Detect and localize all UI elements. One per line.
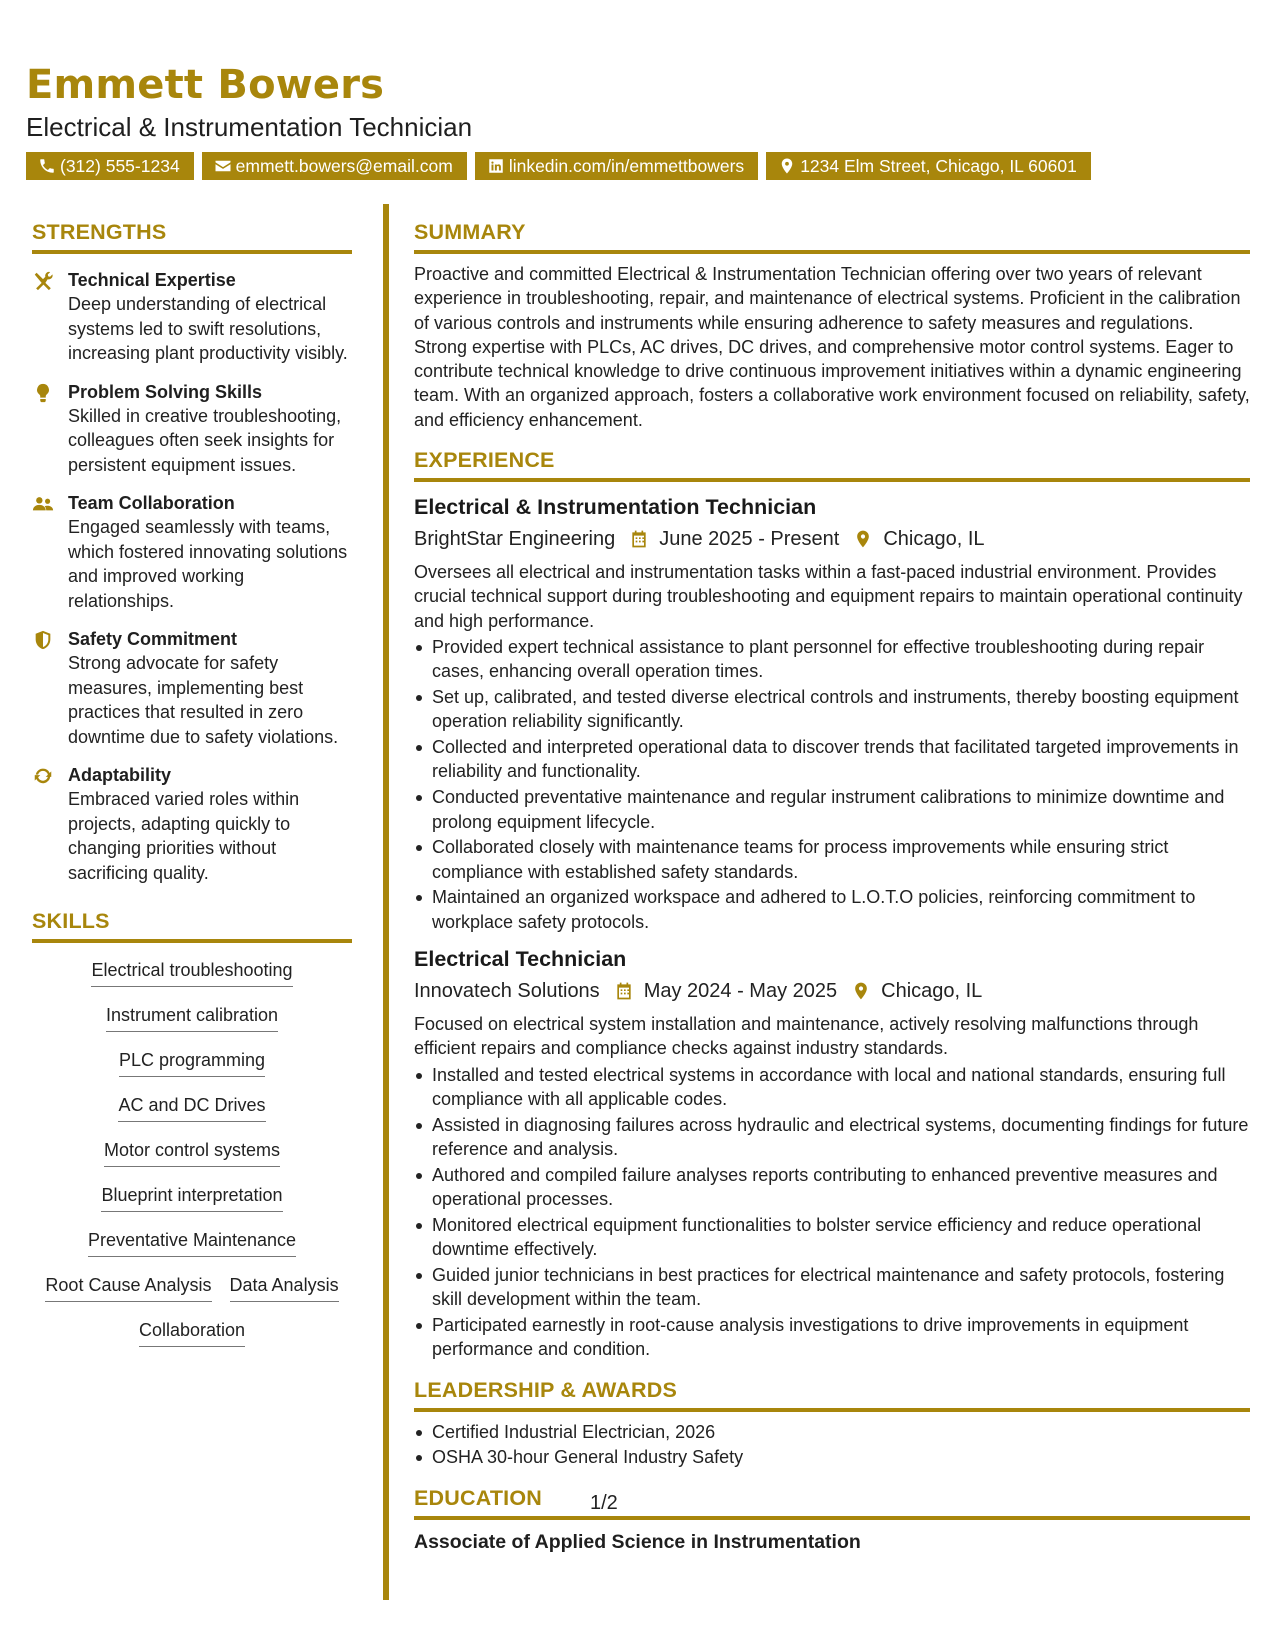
location-pin-icon <box>853 529 873 549</box>
education-degree: Associate of Applied Science in Instrumentation <box>414 1530 861 1553</box>
linkedin-icon <box>487 157 505 175</box>
bullet-item: OSHA 30-hour General Industry Safety <box>414 1445 1250 1469</box>
bullet-item: Installed and tested electrical systems in accordance with local and national standards, ensuring full compliance with all applicable codes. <box>414 1063 1250 1112</box>
contact-phone[interactable] <box>26 152 194 180</box>
job-meta <box>414 976 1250 1006</box>
contact-bar <box>26 152 1256 180</box>
skill-tag: Blueprint interpretation <box>101 1182 282 1212</box>
strength-desc: Skilled in creative troubleshooting, colleagues often seek insights for persistent equipment issues. <box>68 405 342 475</box>
experience-heading: EXPERIENCE <box>414 446 1250 482</box>
contact-address-text: 1234 Elm Street, Chicago, IL 60601 <box>800 156 1077 176</box>
bullet-item: Provided expert technical assistance to plant personnel for effective troubleshooting during repair cases, enhancing overall operation times. <box>414 635 1250 684</box>
users-icon <box>32 493 54 515</box>
strength-item <box>32 268 352 366</box>
job-location: Chicago, IL <box>881 980 983 1003</box>
bullet-item: Collected and interpreted operational data to discover trends that facilitated targeted improvements in reliability and functionality. <box>414 735 1250 784</box>
right-column <box>414 218 1250 1556</box>
strength-title: Technical Expertise <box>68 270 236 290</box>
page-number: 1/2 <box>590 1492 618 1514</box>
bullet-item: Guided junior technicians in best practices for electrical maintenance and safety protocols, fostering skill development within the team. <box>414 1263 1250 1312</box>
skill-tag: Motor control systems <box>104 1137 280 1167</box>
contact-address[interactable] <box>766 152 1091 180</box>
contact-linkedin[interactable] <box>475 152 758 180</box>
calendar-icon <box>629 529 649 549</box>
column-divider <box>383 204 389 1600</box>
skill-tag: PLC programming <box>119 1047 265 1077</box>
job-entry <box>414 944 1250 1362</box>
summary-text: Proactive and committed Electrical & Instrumentation Technician offering over two years of relevant experience in troubleshooting, repair, and maintenance of electrical systems. Proficient in the calibration of various controls and instruments while ensuring adherence to safety measures and regulations. Strong expertise with PLCs, AC drives, DC drives, and comprehensive motor control systems. Eager to contribute technical knowledge to drive continuous improvement initiatives within a dynamic engineering team. With an organized approach, fosters a collaborative work environment focused on reliability, safety, and efficiency enhancement. <box>414 264 1250 430</box>
strength-desc: Embraced varied roles within projects, adapting quickly to changing priorities without sacrificing quality. <box>68 789 300 883</box>
job-bullets <box>414 635 1250 934</box>
job-company: BrightStar Engineering <box>414 528 616 551</box>
leadership-heading: LEADERSHIP & AWARDS <box>414 1376 1250 1412</box>
skill-tag: Collaboration <box>139 1317 245 1347</box>
bullet-item: Monitored electrical equipment functionalities to bolster service efficiency and reduce operational downtime effectively. <box>414 1213 1250 1262</box>
contact-email-text: emmett.bowers@email.com <box>235 156 453 176</box>
envelope-icon <box>214 157 232 175</box>
strength-desc: Engaged seamlessly with teams, which fostered innovating solutions and improved working relationships. <box>68 517 348 611</box>
bullet-item: Authored and compiled failure analyses reports contributing to enhanced preventive measures and operational processes. <box>414 1163 1250 1212</box>
summary-heading: SUMMARY <box>414 218 1250 254</box>
resume-header <box>26 62 1256 180</box>
strength-title: Team Collaboration <box>68 493 235 513</box>
candidate-name: Emmett Bowers <box>26 62 385 108</box>
skill-tag: Preventative Maintenance <box>88 1227 296 1257</box>
job-desc: Focused on electrical system installation and maintenance, actively resolving malfunctions through efficient repairs and compliance checks against industry standards. <box>414 1014 1199 1059</box>
skill-tag: AC and DC Drives <box>118 1092 265 1122</box>
bullet-item: Set up, calibrated, and tested diverse electrical controls and instruments, thereby boosting equipment operation reliability significantly. <box>414 685 1250 734</box>
shield-icon <box>32 629 54 651</box>
bullet-item: Collaborated closely with maintenance teams for process improvements while ensuring strict compliance with established safety standards. <box>414 835 1250 884</box>
bullet-item: Participated earnestly in root-cause analysis investigations to drive improvements in equipment performance and condition. <box>414 1313 1250 1362</box>
job-company: Innovatech Solutions <box>414 980 600 1003</box>
strength-desc: Deep understanding of electrical systems led to swift resolutions, increasing plant productivity visibly. <box>68 294 348 363</box>
job-entry <box>414 492 1250 934</box>
contact-phone-text: (312) 555-1234 <box>60 156 180 176</box>
strength-title: Problem Solving Skills <box>68 381 263 402</box>
skills-list <box>32 957 352 1362</box>
phone-icon <box>38 157 56 175</box>
contact-linkedin-text: linkedin.com/in/emmettbowers <box>508 156 745 176</box>
lightbulb-icon <box>32 382 54 404</box>
strength-item <box>32 763 352 885</box>
refresh-icon <box>32 765 54 787</box>
education-heading: EDUCATION <box>414 1484 1250 1520</box>
job-dates: June 2025 - Present <box>659 528 840 551</box>
job-location: Chicago, IL <box>883 528 985 551</box>
strengths-heading: STRENGTHS <box>32 218 352 254</box>
skill-tag: Root Cause Analysis <box>45 1272 211 1302</box>
strength-item <box>32 380 352 478</box>
strength-title: Safety Commitment <box>68 629 238 649</box>
strength-desc: Strong advocate for safety measures, implementing best practices that resulted in zero downtime due to safety violations. <box>68 653 339 747</box>
strength-item <box>32 627 352 749</box>
tools-icon <box>32 270 54 292</box>
leadership-list <box>414 1420 1250 1470</box>
skills-heading: SKILLS <box>32 907 352 943</box>
job-title: Electrical Technician <box>414 947 627 972</box>
candidate-role: Electrical & Instrumentation Technician <box>26 112 473 142</box>
job-title: Electrical & Instrumentation Technician <box>414 495 817 520</box>
bullet-item: Maintained an organized workspace and adhered to L.O.T.O policies, reinforcing commitment to workplace safety protocols. <box>414 885 1250 934</box>
job-meta <box>414 524 1250 554</box>
location-pin-icon <box>851 981 871 1001</box>
job-desc: Oversees all electrical and instrumentation tasks within a fast-paced industrial environment. Provides crucial technical support during troubleshooting and equipment repairs to maintain operational continuity and high performance. <box>414 562 1243 631</box>
bullet-item: Conducted preventative maintenance and regular instrument calibrations to minimize downtime and prolong equipment lifecycle. <box>414 785 1250 834</box>
skill-tag: Electrical troubleshooting <box>91 957 292 987</box>
calendar-icon <box>614 981 634 1001</box>
bullet-item: Assisted in diagnosing failures across hydraulic and electrical systems, documenting findings for future reference and analysis. <box>414 1113 1250 1162</box>
left-column <box>32 218 352 1362</box>
location-pin-icon <box>778 157 796 175</box>
strength-title: Adaptability <box>68 765 172 785</box>
bullet-item: Certified Industrial Electrician, 2026 <box>414 1420 1250 1444</box>
skill-tag: Data Analysis <box>230 1272 339 1302</box>
strength-item <box>32 491 352 613</box>
contact-email[interactable] <box>202 152 467 180</box>
skill-tag: Instrument calibration <box>106 1002 278 1032</box>
job-dates: May 2024 - May 2025 <box>643 980 838 1003</box>
job-bullets <box>414 1063 1250 1362</box>
